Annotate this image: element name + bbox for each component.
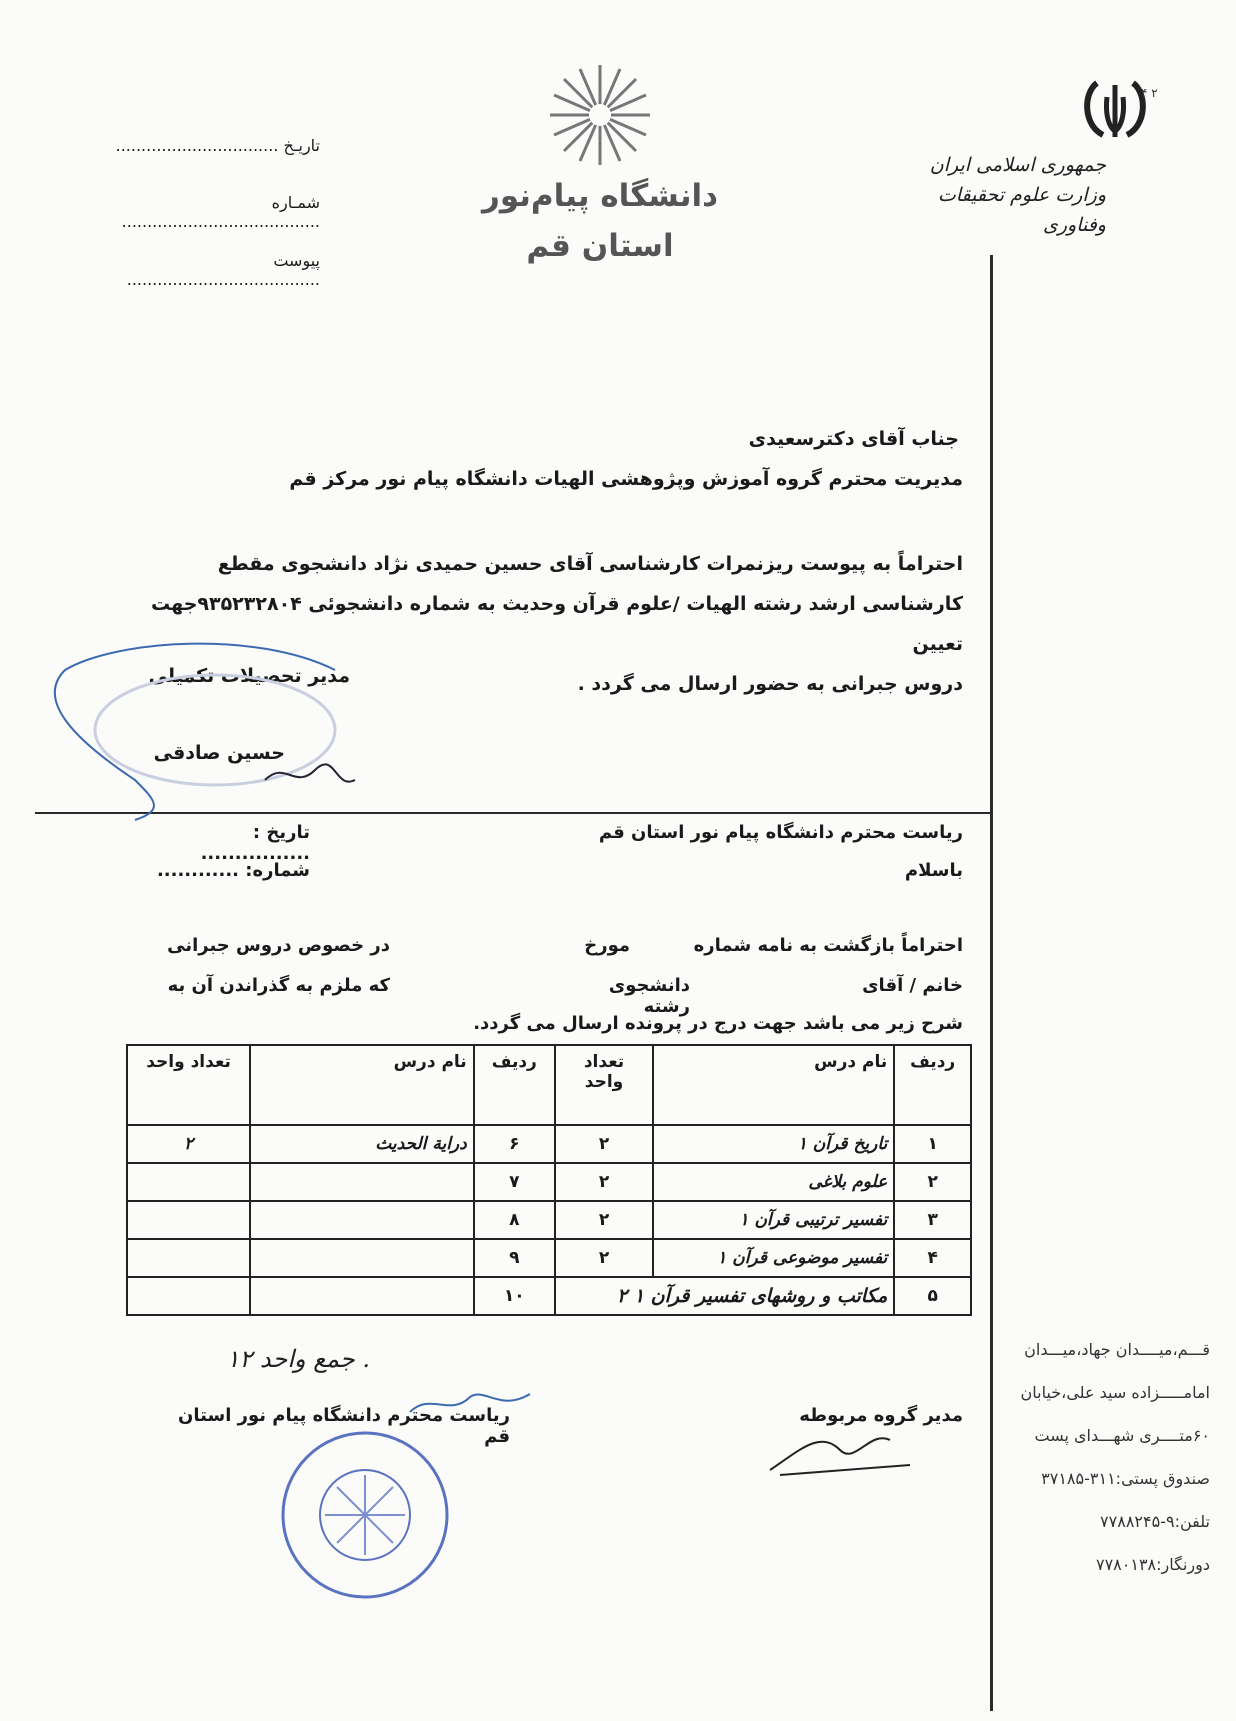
body-line-1: احتراماً به پیوست ریزنمرات کارشناسی آقای حسین حمیدی نژاد دانشجوی مقطع — [217, 553, 963, 575]
table-row — [127, 1125, 971, 1163]
course-units: ۲ — [555, 1201, 653, 1239]
table-row — [127, 1163, 971, 1201]
handwritten-initials-icon — [400, 1382, 540, 1422]
body-line-2: کارشناسی ارشد رشته الهیات /علوم قرآن وحدیث به شماره دانشجوئی ۹۳۵۲۳۲۸۰۴جهت تعیین — [151, 593, 963, 655]
attachment-field-dots: ...................................... — [126, 270, 320, 289]
signer-title: مدیر تحصیلات تکمیلی — [148, 665, 350, 687]
reply-addressee: ریاست محترم دانشگاه پیام نور استان قم — [598, 822, 963, 843]
col-header-units-right: تعداد واحد — [555, 1045, 653, 1125]
table-header-row — [127, 1045, 971, 1125]
emblem-line-2: وزارت علوم تحقیقات وفناوری — [937, 184, 1106, 236]
ministry-block — [886, 150, 1106, 240]
signer-name: حسین صادقی — [153, 742, 285, 764]
course-name: مکاتب و روشهای تفسیر قرآن ۱ ۲ — [555, 1277, 894, 1315]
col-header-units-left: تعداد واحد — [127, 1045, 250, 1125]
table-row — [127, 1239, 971, 1277]
course-units: ۲ — [555, 1163, 653, 1201]
reply-greeting: باسلام — [904, 860, 963, 881]
address-line: امامـــــزاده سید علی،خیابان — [1020, 1383, 1210, 1402]
university-name: دانشگاه پیام‌نور — [481, 178, 719, 214]
row-number: ۹ — [474, 1239, 555, 1277]
row-number: ۴ — [894, 1239, 971, 1277]
reply-line3: شرح زیر می باشد جهت درج در پرونده ارسال می گردد. — [473, 1013, 963, 1034]
reply-date: تاریخ : ................ — [200, 822, 310, 864]
table-row — [127, 1201, 971, 1239]
row-number: ۶ — [474, 1125, 555, 1163]
recipient-line: مدیریت محترم گروه آموزش وپژوهشی الهیات دانشگاه پیام نور مرکز قم — [289, 468, 963, 490]
emblem-line-1: جمهوری اسلامی ایران — [929, 154, 1106, 176]
number-field-dots: ....................................... — [121, 212, 320, 231]
course-name — [250, 1277, 474, 1315]
reply-line2-right: خانم / آقای — [862, 975, 963, 996]
course-name: درایة الحدیث — [250, 1125, 474, 1163]
course-units — [127, 1277, 250, 1315]
courses-table — [126, 1044, 972, 1316]
university-stamp-icon — [275, 1425, 455, 1605]
course-name: تاریخ قرآن ۱ — [653, 1125, 894, 1163]
reply-line1-left: در خصوص دروس جبرانی — [167, 935, 390, 956]
course-name — [250, 1163, 474, 1201]
table-row — [127, 1277, 971, 1315]
course-name: تفسیر ترتیبی قرآن ۱ — [653, 1201, 894, 1239]
handwritten-signature-icon — [760, 1420, 920, 1480]
address-line: صندوق پستی:۳۱۱-۳۷۱۸۵ — [1041, 1469, 1210, 1488]
attachment-field — [75, 251, 320, 289]
course-units: ۲ — [555, 1239, 653, 1277]
course-name: تفسیر موضوعی قرآن ۱ — [653, 1239, 894, 1277]
address-line: قـــم،میــــدان جهاد،میـــدان — [1024, 1340, 1210, 1359]
col-header-course-left: نام درس — [250, 1045, 474, 1125]
date-field-dots: ................................ — [115, 136, 279, 155]
course-units — [127, 1239, 250, 1277]
course-name — [250, 1239, 474, 1277]
reply-line2-mid: دانشجوی رشته — [608, 975, 690, 1017]
reply-line1-mid: مورخ — [584, 935, 630, 956]
iran-emblem-icon — [1075, 75, 1158, 145]
province-name: استان قم — [526, 228, 674, 264]
reply-line1-right: احتراماً بازگشت به نامه شماره — [693, 935, 963, 956]
body-line-3: دروس جبرانی به حضور ارسال می گردد . — [577, 673, 963, 695]
course-units: ۲ — [555, 1125, 653, 1163]
col-header-row-left: ردیف — [474, 1045, 555, 1125]
attachment-field-label: پیوست — [273, 251, 320, 270]
course-units — [127, 1201, 250, 1239]
signature-stamp-icon — [35, 630, 365, 830]
reply-number: شماره: ............ — [156, 860, 310, 881]
phone-line: تلفن:۹-۷۷۸۸۲۴۵ — [1100, 1512, 1210, 1531]
row-number: ۸ — [474, 1201, 555, 1239]
total-units-note: . جمع واحد ۱۲ — [226, 1345, 370, 1373]
address-block — [970, 1328, 1210, 1586]
row-number: ۲ — [894, 1163, 971, 1201]
course-name — [250, 1201, 474, 1239]
row-number: ۳ — [894, 1201, 971, 1239]
date-field — [75, 136, 320, 155]
course-units — [127, 1163, 250, 1201]
col-header-course-right: نام درس — [653, 1045, 894, 1125]
row-number: ۷ — [474, 1163, 555, 1201]
row-number: ۱۰ — [474, 1277, 555, 1315]
salutation: جناب آقای دکترسعیدی — [748, 428, 959, 450]
university-logo-icon — [545, 60, 655, 170]
col-header-row-right: ردیف — [894, 1045, 971, 1125]
number-field — [75, 193, 320, 231]
course-units: ۲ — [127, 1125, 250, 1163]
date-field-label: تاریـخ — [283, 136, 320, 155]
footer-left-sign: ریاست محترم دانشگاه پیام نور استان قم — [178, 1405, 510, 1447]
course-name: علوم بلاغی — [653, 1163, 894, 1201]
address-line: ۶۰متــــری شهـــدای پست — [1034, 1426, 1210, 1445]
row-number: ۵ — [894, 1277, 971, 1315]
fax-line: دورنگار:۷۷۸۰۱۳۸ — [1095, 1555, 1210, 1574]
footer-right-sign: مدیر گروه مربوطه — [799, 1405, 963, 1426]
row-number: ۱ — [894, 1125, 971, 1163]
svg-text:۴ ۲: ۴ ۲ — [1141, 86, 1158, 100]
reply-line2-left: که ملزم به گذراندن آن به — [167, 975, 390, 996]
number-field-label: شمـاره — [271, 193, 320, 212]
